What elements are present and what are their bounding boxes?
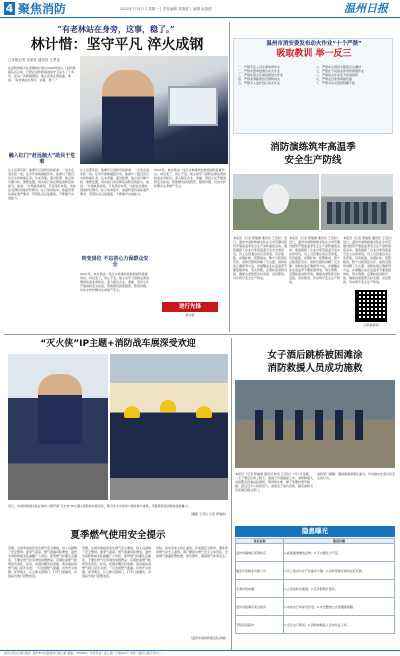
lead-headline: 林计惜：坚守平凡 淬火成钢 bbox=[30, 37, 204, 53]
prohibition-item: 三、严禁在禁火区域违规动火作业 bbox=[238, 73, 284, 77]
section-title: 聚焦消防 bbox=[18, 2, 67, 16]
prohibition-item: 一、严禁无证人员从事电焊作业 bbox=[238, 65, 281, 69]
gas-body-col1: 近期，全国多地接连发生燃气安全事故，给人们敲响了安全警钟。夏季气温高，燃气泄漏风险增加，温州市消防救援支队提醒广大市民：使用燃气时要注意通风，不要在燃气灶旁堆放易燃物品；定期检查燃气软管是否老化、松动，发现问题及时更换；离家前检查燃气阀门是否关闭；一旦发现燃气泄漏，切勿开关电器、使用明火，应立即关闭阀门、打开门窗通风，并到室外拨打报警电话。 bbox=[8, 546, 78, 578]
lead-body-col1: 从入伍那年起，他便牢记消防员的使命，一次次走进危险一线。在多年的救援经历中，他参与了数百次灭火和救援任务，从未退缩。面对险情，他总是冷静分析、果断处置，用实际行动诠释着消防员的担当。他说：“火场就是战场，只有练好本领，才能在关键时刻保护好群众。”在日常训练中，他始终坚持高标准严要求，带领队员反复演练，不断提升实战能力。 bbox=[8, 168, 76, 200]
lead-body-col2: 从入伍那年起，他便牢记消防员的使命，一次次走进危险一线。在多年的救援经历中，他参与了数百次灭火和救援任务，从未退缩。面对险情，他总是冷静分析、果断处置，用实际行动诠释着消防员的担当。他说：“火场就是战场，只有练好本领，才能在关键时刻保护好群众。”在日常训练中，他始终坚持高标准严要求，带领队员反复演练，不断提升实战能力。 bbox=[80, 168, 150, 196]
gas-body-col2: 近期，全国多地接连发生燃气安全事故，给人们敲响了安全警钟。夏季气温高，燃气泄漏风险增加，温州市消防救援支队提醒广大市民：使用燃气时要注意通风，不要在燃气灶旁堆放易燃物品；定期检查燃气软管是否老化、松动，发现问题及时更换；离家前检查燃气阀门是否关闭；一旦发现燃气泄漏，切勿开关电器、使用明火，应立即关闭阀门、打开门窗通风，并到室外拨打报警电话。 bbox=[82, 546, 152, 578]
lead-byline: □本报记者 吴家柱 通讯员 王景仪 bbox=[8, 58, 61, 62]
prohibitions-title: 温州市消安委发布动火作业“十个严禁” bbox=[266, 41, 362, 47]
helmet-yellow-1 bbox=[124, 406, 140, 418]
rescue-body-col2: 消防部门提醒：遇到困难请理性面对，切勿做出危害自身安全的行为。 bbox=[317, 472, 396, 480]
mid-feature-headline: “灭火侠”IP主题+消防战车展深受欢迎 bbox=[40, 339, 196, 349]
prohibition-item: 七、严禁在不具备条件场所焊割作业 bbox=[316, 69, 365, 73]
prohibitions-subtitle: 吸取教训 举一反三 bbox=[276, 49, 352, 59]
prohibition-item: 八、严禁动火作业后不检查现场 bbox=[316, 73, 359, 77]
red-tag-banner: 逆行先锋 bbox=[162, 302, 218, 312]
helmet-yellow-3 bbox=[196, 406, 212, 418]
hazard-header-issue: 隐患问题 bbox=[284, 539, 395, 544]
drill-body-col2: 本报讯（记者 郑瑞建 通讯员 王景仪）近日，温州市消防救援支队在全市范围内组织开展高温季安全生产消防演练活动。演练模拟了企业仓库因高温引发火灾的场景，员工们迅速启动应急预案，有序疏散、初期扑救、报警联动，整个过程紧张有序。消防员现场讲解了灭火器、消防栓的正确使用方法，并提醒企业在高温季节要加强用电、用火管理，定期检查消防设施，确保各类隐患及时发现、及时整改，切实筑牢安全生产防线。 bbox=[289, 236, 341, 284]
hazard-issue: 1.电动自行车室内充电；2.未设置独立式感烟探测器。 bbox=[284, 598, 395, 616]
mid-photo-credit: （摄影 王景仪 记者 郑瑞建） bbox=[189, 512, 228, 516]
drill-body-col3: 本报讯（记者 郑瑞建 通讯员 王景仪）近日，温州市消防救援支队在全市范围内组织开展高温季安全生产消防演练活动。演练模拟了企业仓库因高温引发火灾的场景，员工们迅速启动应急预案，有序疏散、初期扑救、报警联动，整个过程紧张有序。消防员现场讲解了灭火器、消防栓的正确使用方法，并提醒企业在高温季节要加强用电、用火管理，定期检查消防设施，确保各类隐患及时发现、及时整改，切实筑牢安全生产防线。 bbox=[343, 236, 393, 284]
hazard-title: 隐患曝光 bbox=[235, 526, 395, 537]
mid-photo-caption: 近日，市消防救援支队在城市公园开展“灭火侠”IP主题+消防战车展活动，吸引众多市民和小朋友参与体验，零距离感受消防装备的魅力。 bbox=[8, 504, 191, 508]
masthead-meta: 2022年7月4日 │ 星期一 │ 责任编辑 郑瑞建 │ 编辑 崔瑞德 bbox=[120, 7, 212, 11]
lead-kicker: “有老林站在身旁，这事，稳了。” bbox=[57, 24, 175, 34]
helmet-yellow-2 bbox=[160, 400, 176, 412]
drill-photo-left bbox=[233, 174, 319, 230]
hazard-issue: 1.安全出口锁闭；2.消防控制室人员未持证上岗。 bbox=[284, 616, 395, 634]
rescue-body-col1: 本报讯（记者 郑瑞建 通讯员 林雪 王景仪）7月1日凌晨，一女子酒后从桥上跳下，被困于河道滩涂之中。消防救援人员接警后迅速赶赴现场，利用救生绳、梯子等器材展开救援。经过近半小时的努力，被困女子成功获救，随后被移交给家属及相关部门。 bbox=[235, 472, 314, 492]
hazard-unit: 瑞安市某鞋业有限公司 bbox=[236, 562, 284, 580]
gas-headline: 夏季燃气使用安全提示 bbox=[70, 530, 166, 541]
lead-intro: 在消防救援大队泰顺林计惜自2008年加入了消防救援队伍以来，已经在消防救援战线守卫奋斗了十多年。在每一次救援现场，他总是冲在最前面，他说：“有老林站在身旁，这事，稳了。” bbox=[8, 66, 76, 82]
rescuers-shape bbox=[255, 410, 375, 440]
qr-code[interactable] bbox=[355, 290, 387, 322]
qr-caption: 扫码看视频 bbox=[363, 323, 379, 327]
drill-headline-1: 消防演练筑牢高温季 bbox=[270, 142, 356, 153]
smoke-shape bbox=[263, 184, 289, 214]
gas-note: （温州市消防救援支队供稿） bbox=[188, 636, 228, 640]
hazard-unit: 温州市鹿城区某餐饮店 bbox=[236, 544, 284, 562]
hazard-unit: 乐清市某电器厂 bbox=[236, 580, 284, 598]
prohibitions-box bbox=[233, 38, 393, 134]
hazard-table bbox=[235, 538, 395, 634]
hazard-issue: 1.疏散通道堆放杂物；2.灭火器压力不足。 bbox=[284, 544, 395, 562]
prohibition-item: 四、严禁未清除周边可燃物动火 bbox=[238, 77, 281, 81]
prohibition-item: 九、严禁违章使用焊割设备 bbox=[316, 77, 353, 81]
lead-portrait-photo bbox=[80, 56, 228, 164]
table-row bbox=[236, 616, 395, 634]
page-number-badge: 4 bbox=[5, 2, 14, 15]
drill-headline-2: 安全生产防线 bbox=[284, 155, 342, 166]
hazard-issue: 1.员工宿舍与生产区域未分隔；2.消防设施未保持完好有效。 bbox=[284, 562, 395, 580]
drill-body-col1: 本报讯（记者 郑瑞建 通讯员 王景仪）近日，温州市消防救援支队在全市范围内组织开展高温季安全生产消防演练活动。演练模拟了企业仓库因高温引发火灾的场景，员工们迅速启动应急预案，有序疏散、初期扑救、报警联动，整个过程紧张有序。消防员现场讲解了灭火器、消防栓的正确使用方法，并提醒企业在高温季节要加强用电、用火管理，定期检查消防设施，确保各类隐患及时发现、及时整改，切实筑牢安全生产防线。 bbox=[233, 236, 288, 280]
lead-body-col3: 2021年，林计惜由一线灭火救援岗位转到消防监督岗位。岗位变了，初心不变。他主动学习消防法律法规和检查业务知识，深入辖区企业、商铺、居民小区开展消防安全检查，帮助群众排查隐患、整改问题，切实守护好群众生命财产安全。 bbox=[154, 168, 227, 188]
table-row bbox=[236, 562, 395, 580]
brand-logo: 温州日报 bbox=[344, 2, 388, 15]
mid-photo-right bbox=[110, 354, 228, 500]
masthead bbox=[0, 0, 400, 18]
mid-photo-large bbox=[8, 354, 108, 500]
prohibition-item: 十、严禁对动火隐患隐瞒不报 bbox=[316, 81, 356, 85]
crowd-shape bbox=[327, 202, 387, 224]
prohibition-item: 五、严禁无人监护进行动火作业 bbox=[238, 81, 281, 85]
drill-photo-right bbox=[321, 174, 393, 230]
hazard-unit: 平阳县某超市 bbox=[236, 616, 284, 634]
table-row bbox=[236, 580, 395, 598]
prohibitions-col1 bbox=[238, 65, 312, 85]
lead-subhead-2: 转变岗位 不忘初心力保群众安全 bbox=[81, 256, 149, 268]
gas-body-col3: 同时，家中有老人和儿童的，应加强安全教育，避免使用燃气时无人看管。商户要落实燃气安全主体责任，安装燃气泄漏报警装置，规范操作，确保燃气使用安全。 bbox=[156, 546, 229, 558]
firefighter-figure-left bbox=[38, 374, 82, 444]
monitor-shape bbox=[168, 86, 218, 126]
footer-imprint: 温州日报社出版 地址：温州市市府路温州日报大厦 邮编：325000 广告许可证：温工商广字第001号 印刷：温州日报印务中心 bbox=[4, 651, 161, 655]
rescue-headline-1: 女子酒后跳桥被困滩涂 bbox=[267, 350, 363, 361]
rescue-photo bbox=[235, 380, 395, 468]
hazard-unit: 温州市瓯海区某出租房 bbox=[236, 598, 284, 616]
lead-photo-caption: 林计惜 bbox=[185, 313, 195, 317]
rescue-headline-2: 消防救援人员成功施救 bbox=[267, 363, 363, 374]
firefighter-figure bbox=[102, 70, 154, 164]
prohibitions-col2 bbox=[316, 65, 390, 85]
lead-subhead-1: 融入红门“赶远脑大”助民于危难 bbox=[8, 153, 76, 165]
table-row bbox=[236, 598, 395, 616]
table-row bbox=[236, 544, 395, 562]
prohibition-item: 二、严禁未经审批擅自动火作业 bbox=[238, 69, 281, 73]
lead-body-col2b: 2021年，林计惜由一线灭火救援岗位转到消防监督岗位。岗位变了，初心不变。他主动学习消防法律法规和检查业务知识，深入辖区企业、商铺、居民小区开展消防安全检查，帮助群众排查隐患、整改问题，切实守护好群众生命财产安全。 bbox=[80, 272, 150, 292]
prohibition-item: 六、严禁动火现场未配备灭火器材 bbox=[316, 65, 362, 69]
hazard-issue: 1.占用消防车通道；2.应急照明灯损坏。 bbox=[284, 580, 395, 598]
hazard-header-unit: 单位名称 bbox=[236, 539, 284, 544]
